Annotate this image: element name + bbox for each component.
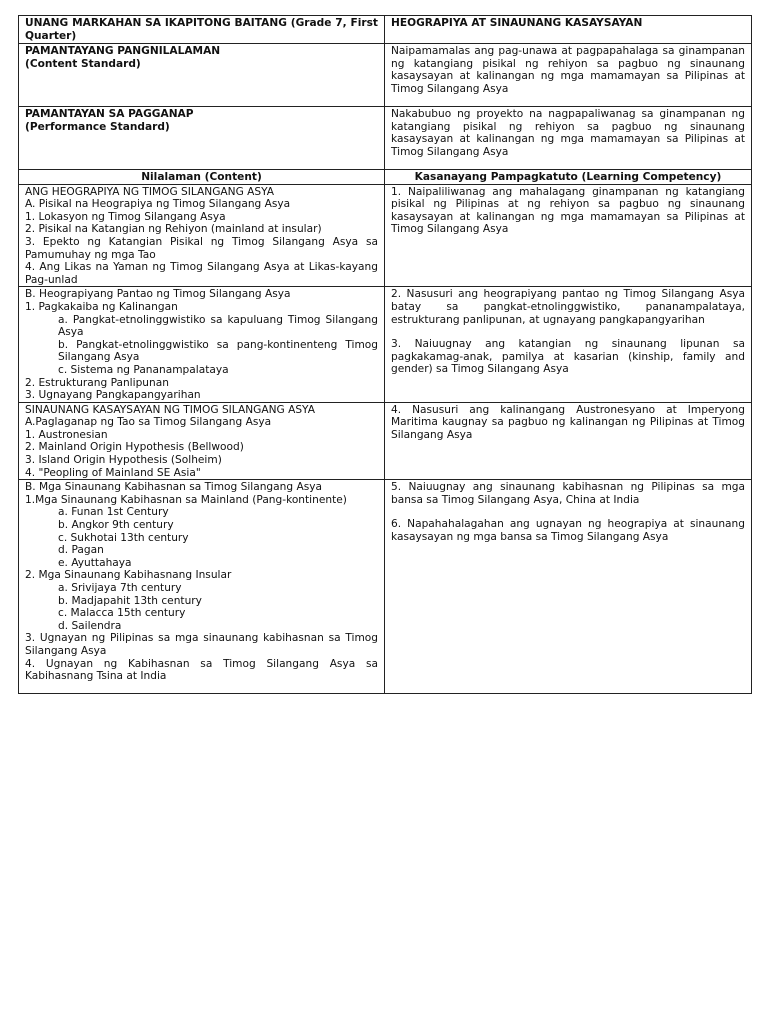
content-standard-subtitle: (Content Standard): [25, 57, 141, 70]
content-item: 2. Pisikal na Katangian ng Rehiyon (mainland at insular): [25, 223, 322, 236]
content-column-header: Nilalaman (Content): [19, 170, 385, 185]
content-item: 3. Ugnayan ng Pilipinas sa mga sinaunang kabihasnan sa Timog Silangang Asya: [25, 632, 378, 657]
paragraph-gap: [391, 326, 745, 338]
subject-title: HEOGRAPIYA AT SINAUNANG KASAYSAYAN: [385, 16, 752, 44]
performance-standard-row: [19, 107, 752, 170]
content-item: B. Heograpiyang Pantao ng Timog Silangang Asya: [25, 288, 291, 301]
quarter-title: [19, 16, 385, 44]
content-item: 3. Island Origin Hypothesis (Solheim): [25, 454, 222, 467]
content-item: 1. Austronesian: [25, 428, 108, 441]
performance-standard-subtitle: (Performance Standard): [25, 120, 170, 133]
content-item: 2. Mga Sinaunang Kabihasnang Insular: [25, 569, 232, 582]
content-item: b. Madjapahit 13th century: [58, 594, 202, 607]
paragraph-gap: [391, 506, 745, 518]
content-item: a. Funan 1st Century: [58, 506, 169, 519]
content-item: A.Paglaganap ng Tao sa Timog Silangang Asya: [25, 416, 272, 429]
content-item: b. Angkor 9th century: [58, 519, 174, 532]
content-item: 1. Lokasyon ng Timog Silangang Asya: [25, 210, 226, 223]
section-competency-cell: [385, 287, 752, 402]
performance-standard-title: PAMANTAYAN SA PAGGANAP: [25, 108, 194, 120]
content-item: 2. Mainland Origin Hypothesis (Bellwood): [25, 441, 244, 454]
performance-standard-text: Nakabubuo ng proyekto na nagpapaliwanag sa ginampanan ng katangiang pisikal ng rehiyon sa pagbuo ng sinaunang kasaysayan at kalinangan ng mga mamamayan sa Pilipinas at Timog Silangang Asya: [385, 107, 752, 170]
section-row: [19, 184, 752, 287]
content-standard-title: PAMANTAYANG PANGNILALAMAN: [25, 45, 221, 57]
content-item: 2. Estrukturang Panlipunan: [25, 376, 169, 389]
content-item: A. Pisikal na Heograpiya ng Timog Silangang Asya: [25, 198, 291, 211]
performance-standard-label: [19, 107, 385, 170]
column-header-row: [19, 170, 752, 185]
content-item: 4. Ugnayan ng Kabihasnan sa Timog Silangang Asya sa Kabihasnang Tsina at India: [25, 657, 378, 683]
competency-item: 2. Nasusuri ang heograpiyang pantao ng Timog Silangang Asya batay sa pangkat-etnolinggwistiko, pananampalataya, estrukturang panlipunan, at ugnayang pangkapangyarihan: [391, 288, 745, 326]
competency-item: 5. Naiuugnay ang sinaunang kabihasnan ng Pilipinas sa mga bansa sa Timog Silangang Asya, China at India: [391, 481, 745, 506]
content-item: b. Pangkat-etnolinggwistiko sa pang-kontinenteng Timog Silangang Asya: [58, 338, 378, 364]
section-row: [19, 402, 752, 480]
content-item: 1. Pagkakaiba ng Kalinangan: [25, 300, 178, 313]
content-item: B. Mga Sinaunang Kabihasnan sa Timog Silangang Asya: [25, 481, 322, 494]
quarter-label: UNANG MARKAHAN SA IKAPITONG BAITANG (Grade 7, First Quarter): [25, 17, 378, 42]
content-item: 4. Ang Likas na Yaman ng Timog Silangang Asya at Likas-kayang Pag-unlad: [25, 261, 378, 286]
content-item: c. Sistema ng Pananampalataya: [58, 363, 229, 376]
section-row: [19, 480, 752, 694]
section-row: [19, 287, 752, 402]
content-item: ANG HEOGRAPIYA NG TIMOG SILANGANG ASYA: [25, 185, 275, 198]
section-competency-cell: [385, 480, 752, 694]
content-item: c. Malacca 15th century: [58, 607, 186, 620]
quarter-row: [19, 16, 752, 44]
section-content-cell: [19, 287, 385, 402]
content-item: 1.Mga Sinaunang Kabihasnan sa Mainland (Pang-kontinente): [25, 493, 347, 506]
content-item: d. Sailendra: [58, 619, 122, 632]
section-competency-cell: [385, 184, 752, 287]
content-item: 4. "Peopling of Mainland SE Asia": [25, 466, 201, 479]
section-competency-cell: [385, 402, 752, 480]
content-item: a. Pangkat-etnolinggwistiko sa kapuluang Timog Silangang Asya: [58, 313, 378, 339]
content-standard-text: Naipamamalas ang pag-unawa at pagpapahalaga sa ginampanan ng katangiang pisikal ng rehiyon sa pagbuo ng sinaunang kasaysayan at kalinangan ng mga mamamayan sa Pilipinas at Timog Silangang Asya: [385, 44, 752, 107]
content-item: 3. Ugnayang Pangkapangyarihan: [25, 389, 201, 402]
competency-item: 3. Naiuugnay ang katangian ng sinaunang lipunan sa pagkakamag-anak, pamilya at kasarian (kinship, family and gender) sa Timog Silangang Asya: [391, 338, 745, 376]
competency-column-header: Kasanayang Pampagkatuto (Learning Competency): [385, 170, 752, 185]
content-item: c. Sukhotai 13th century: [58, 531, 189, 544]
section-content-cell: [19, 184, 385, 287]
content-item: 3. Epekto ng Katangian Pisikal ng Timog Silangang Asya sa Pamumuhay ng mga Tao: [25, 235, 378, 261]
competency-item: 6. Napahahalagahan ang ugnayan ng heograpiya at sinaunang kasaysayan ng mga bansa sa Timog Silangang Asya: [391, 518, 745, 544]
content-item: e. Ayuttahaya: [58, 556, 132, 569]
content-item: SINAUNANG KASAYSAYAN NG TIMOG SILANGANG ASYA: [25, 403, 315, 416]
content-standard-label: [19, 44, 385, 107]
section-content-cell: [19, 402, 385, 480]
competency-item: 1. Naipaliliwanag ang mahalagang ginampanan ng katangiang pisikal ng Pilipinas at ng rehiyon sa pagbuo ng sinaunang kasaysayan at kalinangan ng mga mamamayan sa Pilipinas at Timog Silangang Asya: [391, 185, 745, 236]
section-content-cell: [19, 480, 385, 694]
content-item: a. Srivijaya 7th century: [58, 582, 182, 594]
content-item: d. Pagan: [58, 544, 104, 557]
competency-item: 4. Nasusuri ang kalinangang Austronesyano at Imperyong Maritima kaugnay sa pagbuo ng kalinangan ng Pilipinas at Timog Silangang Asya: [391, 403, 745, 441]
curriculum-table: [18, 15, 752, 694]
content-standard-row: [19, 44, 752, 107]
